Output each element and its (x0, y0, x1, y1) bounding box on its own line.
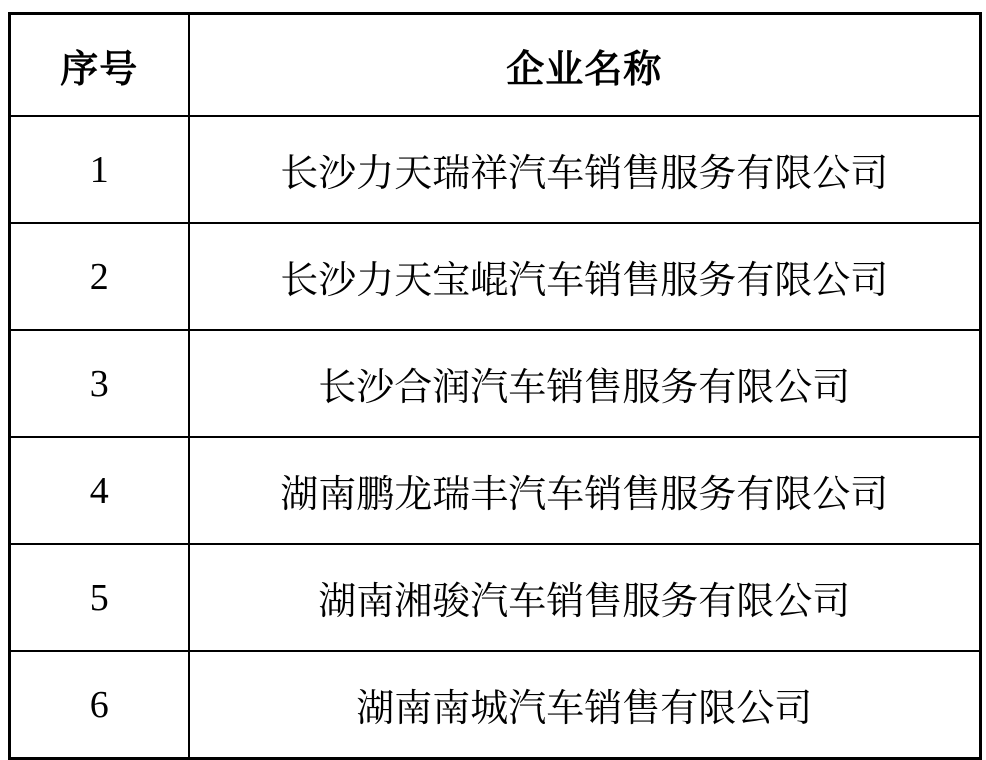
column-header-index: 序号 (10, 14, 189, 117)
row-index-cell: 4 (10, 437, 189, 544)
row-index-cell: 1 (10, 116, 189, 223)
company-name-cell: 湖南南城汽车销售有限公司 (189, 651, 981, 759)
row-index-cell: 5 (10, 544, 189, 651)
row-index-cell: 6 (10, 651, 189, 759)
company-name-cell: 湖南鹏龙瑞丰汽车销售服务有限公司 (189, 437, 981, 544)
row-index-cell: 2 (10, 223, 189, 330)
company-name-cell: 长沙合润汽车销售服务有限公司 (189, 330, 981, 437)
table-header-row (10, 14, 981, 117)
table-row (10, 544, 981, 651)
row-index-cell: 3 (10, 330, 189, 437)
company-list-table (8, 12, 982, 760)
table-row (10, 330, 981, 437)
table-row (10, 223, 981, 330)
company-name-cell: 长沙力天宝崐汽车销售服务有限公司 (189, 223, 981, 330)
company-name-cell: 长沙力天瑞祥汽车销售服务有限公司 (189, 116, 981, 223)
company-name-cell: 湖南湘骏汽车销售服务有限公司 (189, 544, 981, 651)
column-header-company-name: 企业名称 (189, 14, 981, 117)
table-row (10, 437, 981, 544)
table-row (10, 116, 981, 223)
table-row (10, 651, 981, 759)
